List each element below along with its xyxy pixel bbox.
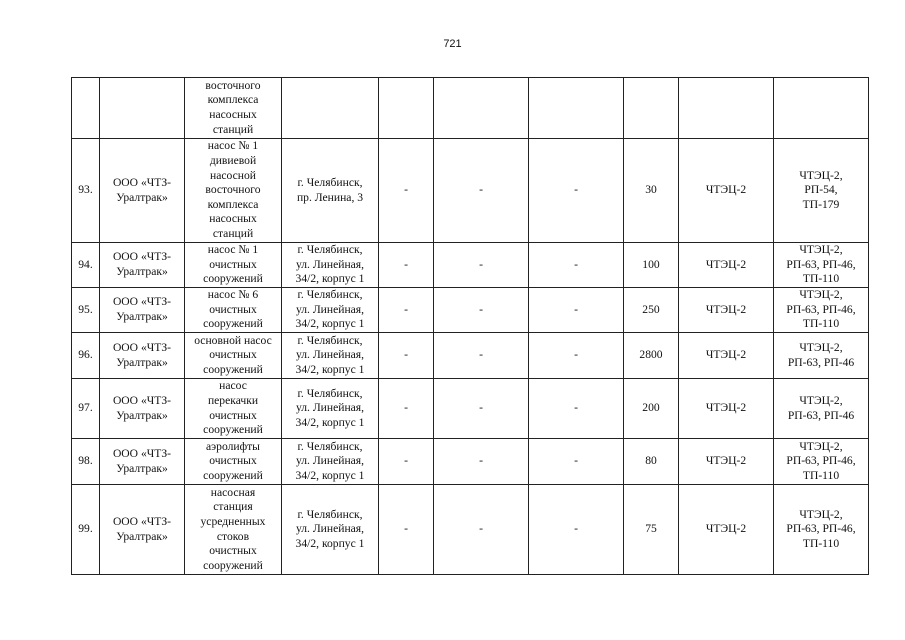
cell-column-7-value: -: [529, 288, 624, 333]
cell-column-7-value: -: [529, 379, 624, 439]
data-table: [71, 77, 869, 575]
cell-object-name: насос № 1 дивиевой насосной восточного комплекса насосных станций: [185, 139, 282, 243]
cell-column-7-value: -: [529, 485, 624, 575]
cell-power-source: ЧТЭЦ-2: [679, 139, 774, 243]
cell-column-6-value: [434, 78, 529, 139]
cell-address: г. Челябинск, ул. Линейная, 34/2, корпус 1: [282, 439, 379, 485]
cell-object-name: насос № 1 очистных сооружений: [185, 243, 282, 288]
cell-row-number: 93.: [72, 139, 100, 243]
table-row: [72, 333, 869, 379]
table-row: [72, 78, 869, 139]
cell-feed-scheme: ЧТЭЦ-2, РП-63, РП-46, ТП-110: [774, 439, 869, 485]
cell-object-name: основной насос очистных сооружений: [185, 333, 282, 379]
cell-organization: ООО «ЧТЗ- Уралтрак»: [100, 379, 185, 439]
cell-row-number: 95.: [72, 288, 100, 333]
cell-column-6-value: -: [434, 139, 529, 243]
cell-column-6-value: -: [434, 243, 529, 288]
cell-power-source: ЧТЭЦ-2: [679, 288, 774, 333]
cell-feed-scheme: ЧТЭЦ-2, РП-63, РП-46: [774, 379, 869, 439]
cell-organization: ООО «ЧТЗ- Уралтрак»: [100, 439, 185, 485]
cell-power-value: 80: [624, 439, 679, 485]
cell-column-7-value: -: [529, 243, 624, 288]
cell-feed-scheme: ЧТЭЦ-2, РП-63, РП-46, ТП-110: [774, 288, 869, 333]
cell-address: г. Челябинск, ул. Линейная, 34/2, корпус 1: [282, 243, 379, 288]
cell-column-5-value: -: [379, 288, 434, 333]
cell-power-value: [624, 78, 679, 139]
cell-power-source: ЧТЭЦ-2: [679, 243, 774, 288]
cell-column-5-value: [379, 78, 434, 139]
cell-row-number: 97.: [72, 379, 100, 439]
cell-power-source: ЧТЭЦ-2: [679, 333, 774, 379]
cell-object-name: восточного комплекса насосных станций: [185, 78, 282, 139]
cell-column-7-value: -: [529, 439, 624, 485]
cell-power-value: 2800: [624, 333, 679, 379]
table-row: [72, 288, 869, 333]
cell-column-6-value: -: [434, 379, 529, 439]
cell-address: г. Челябинск, ул. Линейная, 34/2, корпус 1: [282, 485, 379, 575]
cell-feed-scheme: [774, 78, 869, 139]
cell-column-7-value: -: [529, 139, 624, 243]
cell-column-5-value: -: [379, 439, 434, 485]
cell-power-value: 100: [624, 243, 679, 288]
cell-power-source: ЧТЭЦ-2: [679, 379, 774, 439]
table-row: [72, 139, 869, 243]
table-row: [72, 379, 869, 439]
cell-feed-scheme: ЧТЭЦ-2, РП-54, ТП-179: [774, 139, 869, 243]
cell-feed-scheme: ЧТЭЦ-2, РП-63, РП-46, ТП-110: [774, 485, 869, 575]
cell-power-source: ЧТЭЦ-2: [679, 485, 774, 575]
cell-power-value: 30: [624, 139, 679, 243]
cell-address: г. Челябинск, ул. Линейная, 34/2, корпус 1: [282, 379, 379, 439]
page-number: 721: [443, 38, 462, 50]
cell-column-6-value: -: [434, 439, 529, 485]
cell-column-5-value: -: [379, 485, 434, 575]
table-row: [72, 439, 869, 485]
cell-column-5-value: -: [379, 379, 434, 439]
cell-address: г. Челябинск, пр. Ленина, 3: [282, 139, 379, 243]
cell-organization: ООО «ЧТЗ- Уралтрак»: [100, 139, 185, 243]
cell-row-number: 99.: [72, 485, 100, 575]
cell-address: г. Челябинск, ул. Линейная, 34/2, корпус 1: [282, 288, 379, 333]
cell-column-6-value: -: [434, 288, 529, 333]
table-body: [72, 78, 869, 575]
cell-column-5-value: -: [379, 333, 434, 379]
cell-row-number: [72, 78, 100, 139]
cell-column-7-value: [529, 78, 624, 139]
cell-power-source: ЧТЭЦ-2: [679, 439, 774, 485]
cell-object-name: насос № 6 очистных сооружений: [185, 288, 282, 333]
cell-power-value: 200: [624, 379, 679, 439]
cell-column-7-value: -: [529, 333, 624, 379]
cell-organization: ООО «ЧТЗ- Уралтрак»: [100, 243, 185, 288]
cell-row-number: 96.: [72, 333, 100, 379]
table-row: [72, 485, 869, 575]
table-row: [72, 243, 869, 288]
cell-feed-scheme: ЧТЭЦ-2, РП-63, РП-46, ТП-110: [774, 243, 869, 288]
cell-column-6-value: -: [434, 485, 529, 575]
cell-power-source: [679, 78, 774, 139]
cell-column-5-value: -: [379, 139, 434, 243]
cell-row-number: 94.: [72, 243, 100, 288]
cell-column-5-value: -: [379, 243, 434, 288]
cell-organization: [100, 78, 185, 139]
cell-organization: ООО «ЧТЗ- Уралтрак»: [100, 288, 185, 333]
cell-organization: ООО «ЧТЗ- Уралтрак»: [100, 485, 185, 575]
cell-column-6-value: -: [434, 333, 529, 379]
cell-object-name: насос перекачки очистных сооружений: [185, 379, 282, 439]
cell-feed-scheme: ЧТЭЦ-2, РП-63, РП-46: [774, 333, 869, 379]
cell-power-value: 75: [624, 485, 679, 575]
cell-row-number: 98.: [72, 439, 100, 485]
cell-address: [282, 78, 379, 139]
cell-object-name: аэролифты очистных сооружений: [185, 439, 282, 485]
cell-object-name: насосная станция усредненных стоков очистных сооружений: [185, 485, 282, 575]
cell-power-value: 250: [624, 288, 679, 333]
cell-address: г. Челябинск, ул. Линейная, 34/2, корпус 1: [282, 333, 379, 379]
cell-organization: ООО «ЧТЗ- Уралтрак»: [100, 333, 185, 379]
